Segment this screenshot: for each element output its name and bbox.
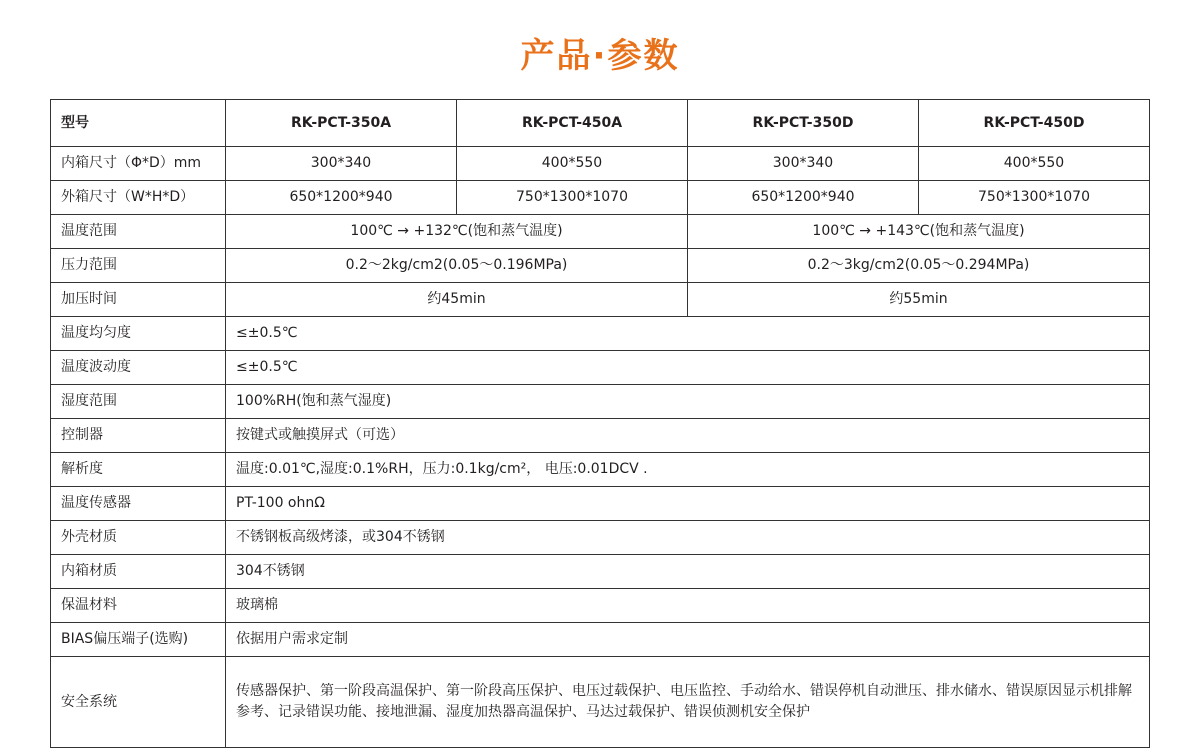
header-model-4: RK-PCT-450D xyxy=(919,100,1150,147)
cell-temp-range-a: 100℃ → +132℃(饱和蒸气温度) xyxy=(226,215,688,249)
cell-safety-system: 传感器保护、第一阶段高温保护、第一阶段高压保护、电压过载保护、电压监控、手动给水、错误停机自动泄压、排水储水、错误原因显示机排解参考、记录错误功能、接地泄漏、湿度加热器高温保护、马达过载保护、错误侦测机安全保护 xyxy=(226,657,1150,748)
cell-pressurize-time-a: 约45min xyxy=(226,283,688,317)
cell-inner-size-1: 300*340 xyxy=(226,147,457,181)
row-label-controller: 控制器 xyxy=(51,419,226,453)
cell-inner-size-2: 400*550 xyxy=(457,147,688,181)
table-row xyxy=(51,215,1150,249)
row-label-resolution: 解析度 xyxy=(51,453,226,487)
table-row xyxy=(51,419,1150,453)
cell-outer-size-1: 650*1200*940 xyxy=(226,181,457,215)
table-row xyxy=(51,589,1150,623)
table-row xyxy=(51,317,1150,351)
cell-pressurize-time-d: 约55min xyxy=(688,283,1150,317)
cell-resolution: 温度:0.01℃,湿度:0.1%RH，压力:0.1kg/cm²， 电压:0.01DCV . xyxy=(226,453,1150,487)
cell-humidity-range: 100%RH(饱和蒸气湿度) xyxy=(226,385,1150,419)
cell-outer-size-4: 750*1300*1070 xyxy=(919,181,1150,215)
table-row xyxy=(51,453,1150,487)
cell-temp-uniformity: ≤±0.5℃ xyxy=(226,317,1150,351)
cell-outer-size-2: 750*1300*1070 xyxy=(457,181,688,215)
spec-table xyxy=(50,99,1150,748)
table-row xyxy=(51,283,1150,317)
row-label-temp-fluctuation: 温度波动度 xyxy=(51,351,226,385)
table-row xyxy=(51,249,1150,283)
row-label-temp-range: 温度范围 xyxy=(51,215,226,249)
cell-inner-material: 304不锈钢 xyxy=(226,555,1150,589)
row-label-pressure-range: 压力范围 xyxy=(51,249,226,283)
cell-shell-material: 不锈钢板高级烤漆，或304不锈钢 xyxy=(226,521,1150,555)
spec-table-wrapper xyxy=(50,99,1150,748)
cell-bias-terminal: 依据用户需求定制 xyxy=(226,623,1150,657)
row-label-insulation: 保温材料 xyxy=(51,589,226,623)
table-row xyxy=(51,521,1150,555)
row-label-inner-material: 内箱材质 xyxy=(51,555,226,589)
row-label-pressurize-time: 加压时间 xyxy=(51,283,226,317)
row-label-shell-material: 外壳材质 xyxy=(51,521,226,555)
row-label-inner-size: 内箱尺寸（Φ*D）mm xyxy=(51,147,226,181)
table-row xyxy=(51,147,1150,181)
table-row-safety xyxy=(51,657,1150,748)
row-label-temp-sensor: 温度传感器 xyxy=(51,487,226,521)
table-row xyxy=(51,385,1150,419)
row-label-safety-system: 安全系统 xyxy=(51,657,226,748)
header-model-label: 型号 xyxy=(51,100,226,147)
table-row xyxy=(51,351,1150,385)
row-label-bias-terminal: BIAS偏压端子(选购) xyxy=(51,623,226,657)
cell-controller: 按键式或触摸屏式（可选） xyxy=(226,419,1150,453)
table-row xyxy=(51,623,1150,657)
page-title: 产品·参数 xyxy=(520,36,680,76)
row-label-humidity-range: 湿度范围 xyxy=(51,385,226,419)
cell-temp-sensor: PT-100 ohnΩ xyxy=(226,487,1150,521)
cell-outer-size-3: 650*1200*940 xyxy=(688,181,919,215)
table-row xyxy=(51,555,1150,589)
cell-temp-fluctuation: ≤±0.5℃ xyxy=(226,351,1150,385)
cell-insulation: 玻璃棉 xyxy=(226,589,1150,623)
cell-inner-size-3: 300*340 xyxy=(688,147,919,181)
row-label-temp-uniformity: 温度均匀度 xyxy=(51,317,226,351)
row-label-outer-size: 外箱尺寸（W*H*D） xyxy=(51,181,226,215)
cell-pressure-range-a: 0.2～2kg/cm2(0.05～0.196MPa) xyxy=(226,249,688,283)
table-row xyxy=(51,487,1150,521)
table-row xyxy=(51,181,1150,215)
header-model-1: RK-PCT-350A xyxy=(226,100,457,147)
cell-temp-range-d: 100℃ → +143℃(饱和蒸气温度) xyxy=(688,215,1150,249)
header-model-2: RK-PCT-450A xyxy=(457,100,688,147)
cell-inner-size-4: 400*550 xyxy=(919,147,1150,181)
header-model-3: RK-PCT-350D xyxy=(688,100,919,147)
cell-pressure-range-d: 0.2～3kg/cm2(0.05～0.294MPa) xyxy=(688,249,1150,283)
table-header-row xyxy=(51,100,1150,147)
